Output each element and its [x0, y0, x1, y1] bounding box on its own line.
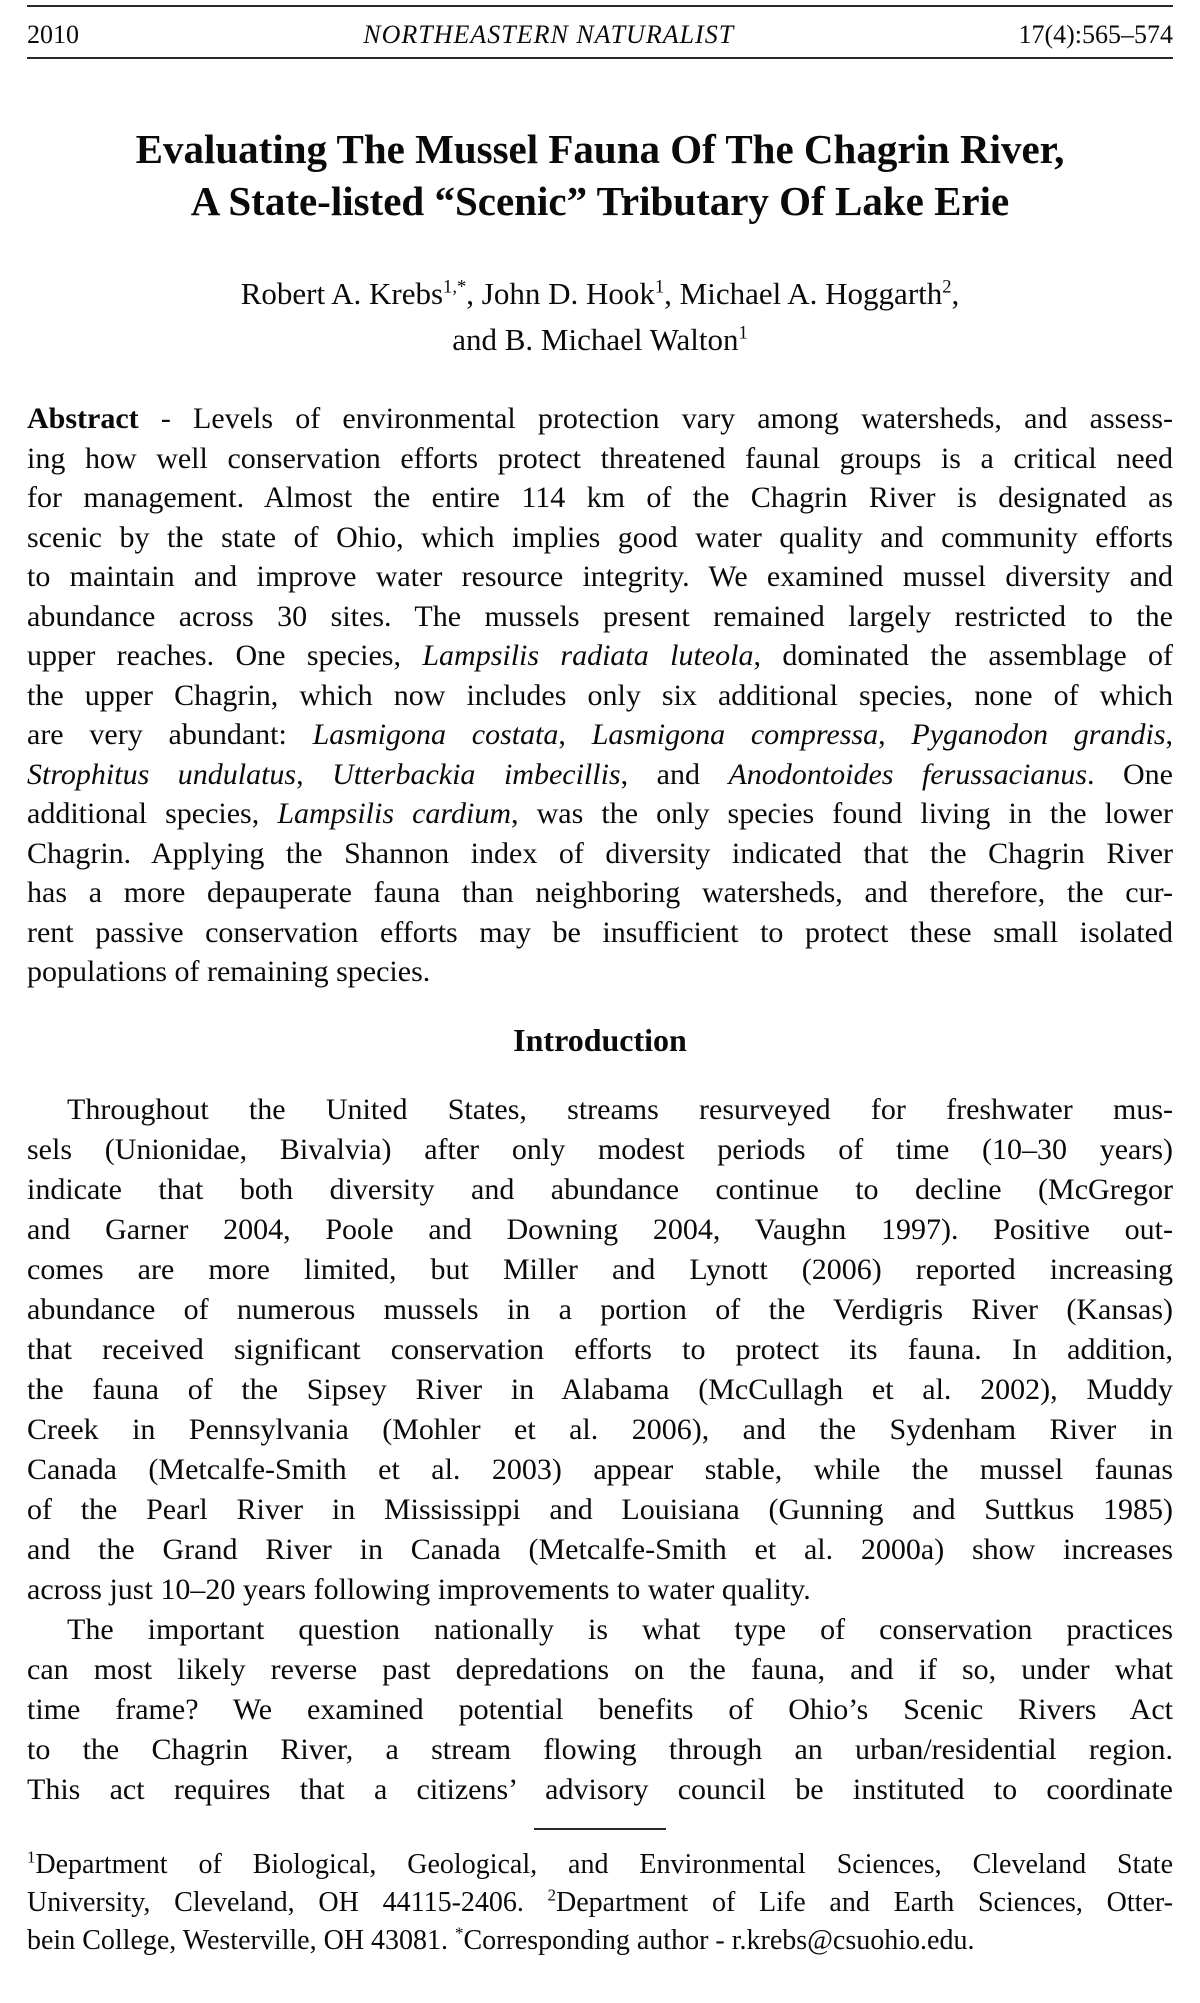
text-line: bein College, Westerville, OH 43081. *Corresponding author - r.krebs@csuohio.edu. [27, 1923, 975, 1956]
author-list [27, 271, 1173, 363]
article-title-line2: A State-listed “Scenic” Tributary Of Lake Erie [190, 178, 1010, 224]
running-header [27, 19, 1173, 51]
text-line: scenic by the state of Ohio, which implies good water quality and community efforts [27, 520, 1173, 554]
text-line: that received significant conservation efforts to protect its fauna. In addition, [27, 1332, 1173, 1366]
text-line: $^1$Department of Biological, Geological, and Environmental Sciences, Cleveland State [27, 1847, 1173, 1880]
authors-line2: and B. Michael Walton$^1$ [452, 322, 748, 357]
header-journal-title: NORTHEASTERN NATURALIST [363, 20, 735, 49]
text-line: indicate that both diversity and abundance continue to decline (McGregor [27, 1172, 1173, 1206]
affiliations-footnote [27, 1846, 1173, 1960]
text-line: the upper Chagrin, which now includes only six additional species, none of which [27, 678, 1173, 712]
header-rule [27, 57, 1173, 59]
text-line: Canada (Metcalfe-Smith et al. 2003) appear stable, while the mussel faunas [27, 1452, 1173, 1486]
text-line: Strophitus undulatus, Utterbackia imbecillis, and Anodontoides ferussacianus. One [27, 757, 1174, 791]
text-line: Chagrin. Applying the Shannon index of diversity indicated that the Chagrin River [27, 836, 1173, 870]
text-line: the fauna of the Sipsey River in Alabama (McCullagh et al. 2002), Muddy [27, 1372, 1173, 1406]
text-line: Abstract - Levels of environmental protection vary among watersheds, and assess- [27, 402, 1173, 435]
text-line: additional species, Lampsilis cardium, was the only species found living in the lower [27, 797, 1173, 830]
text-line: for management. Almost the entire 114 km of the Chagrin River is designated as [27, 481, 1173, 514]
text-line: time frame? We examined potential benefits of Ohio’s Scenic Rivers Act [27, 1692, 1173, 1726]
article-title [27, 123, 1173, 227]
text-line: can most likely reverse past depredations on the fauna, and if so, under what [27, 1652, 1173, 1686]
text-line: comes are more limited, but Miller and Lynott (2006) reported increasing [27, 1252, 1173, 1286]
header-volume-pages: 17(4):565–574 [1018, 20, 1173, 49]
abstract [27, 399, 1173, 992]
header-year: 2010 [27, 20, 79, 49]
text-line: populations of remaining species. [27, 955, 431, 988]
text-line: abundance across 30 sites. The mussels present remained largely restricted to the [27, 599, 1173, 633]
text-line: of the Pearl River in Mississippi and Louisiana (Gunning and Suttkus 1985) [27, 1492, 1173, 1526]
text-line: to the Chagrin River, a stream flowing through an urban/residential region. [27, 1732, 1173, 1766]
text-line: rent passive conservation efforts may be insufficient to protect these small isolated [27, 915, 1173, 949]
text-line: and the Grand River in Canada (Metcalfe-Smith et al. 2000a) show increases [27, 1532, 1173, 1566]
text-line: ing how well conservation efforts protect threatened faunal groups is a critical need [27, 441, 1173, 475]
introduction-heading: Introduction [513, 1021, 687, 1058]
text-line: has a more depauperate fauna than neighboring watersheds, and therefore, the cur- [27, 876, 1173, 909]
footnote-rule [534, 1828, 666, 1830]
text-line: are very abundant: Lasmigona costata, Lasmigona compressa, Pyganodon grandis, [27, 718, 1173, 751]
text-line: The important question nationally is what type of conservation practices [67, 1612, 1173, 1646]
top-rule [27, 5, 1173, 7]
introduction-paragraph-2 [27, 1610, 1173, 1810]
text-line: abundance of numerous mussels in a portion of the Verdigris River (Kansas) [27, 1292, 1173, 1326]
introduction-paragraph-1 [27, 1090, 1173, 1610]
authors-line1: Robert A. Krebs$^{1,*}$, John D. Hook$^1$, Michael A. Hoggarth$^2$, [240, 276, 960, 311]
text-line: to maintain and improve water resource integrity. We examined mussel diversity and [27, 560, 1173, 593]
text-line: Throughout the United States, streams resurveyed for freshwater mus- [67, 1092, 1173, 1126]
text-line: across just 10–20 years following improvements to water quality. [27, 1572, 811, 1606]
text-line: This act requires that a citizens’ advisory council be instituted to coordinate [27, 1772, 1173, 1806]
text-line: sels (Unionidae, Bivalvia) after only modest periods of time (10–30 years) [27, 1132, 1173, 1166]
article-title-line1: Evaluating The Mussel Fauna Of The Chagrin River, [135, 126, 1065, 172]
text-line: and Garner 2004, Poole and Downing 2004, Vaughn 1997). Positive out- [27, 1212, 1173, 1246]
text-line: University, Cleveland, OH 44115-2406. $^2$Department of Life and Earth Sciences, Otter- [27, 1885, 1173, 1918]
text-line: upper reaches. One species, Lampsilis radiata luteola, dominated the assemblage of [27, 639, 1174, 672]
text-line: Creek in Pennsylvania (Mohler et al. 2006), and the Sydenham River in [27, 1412, 1173, 1446]
